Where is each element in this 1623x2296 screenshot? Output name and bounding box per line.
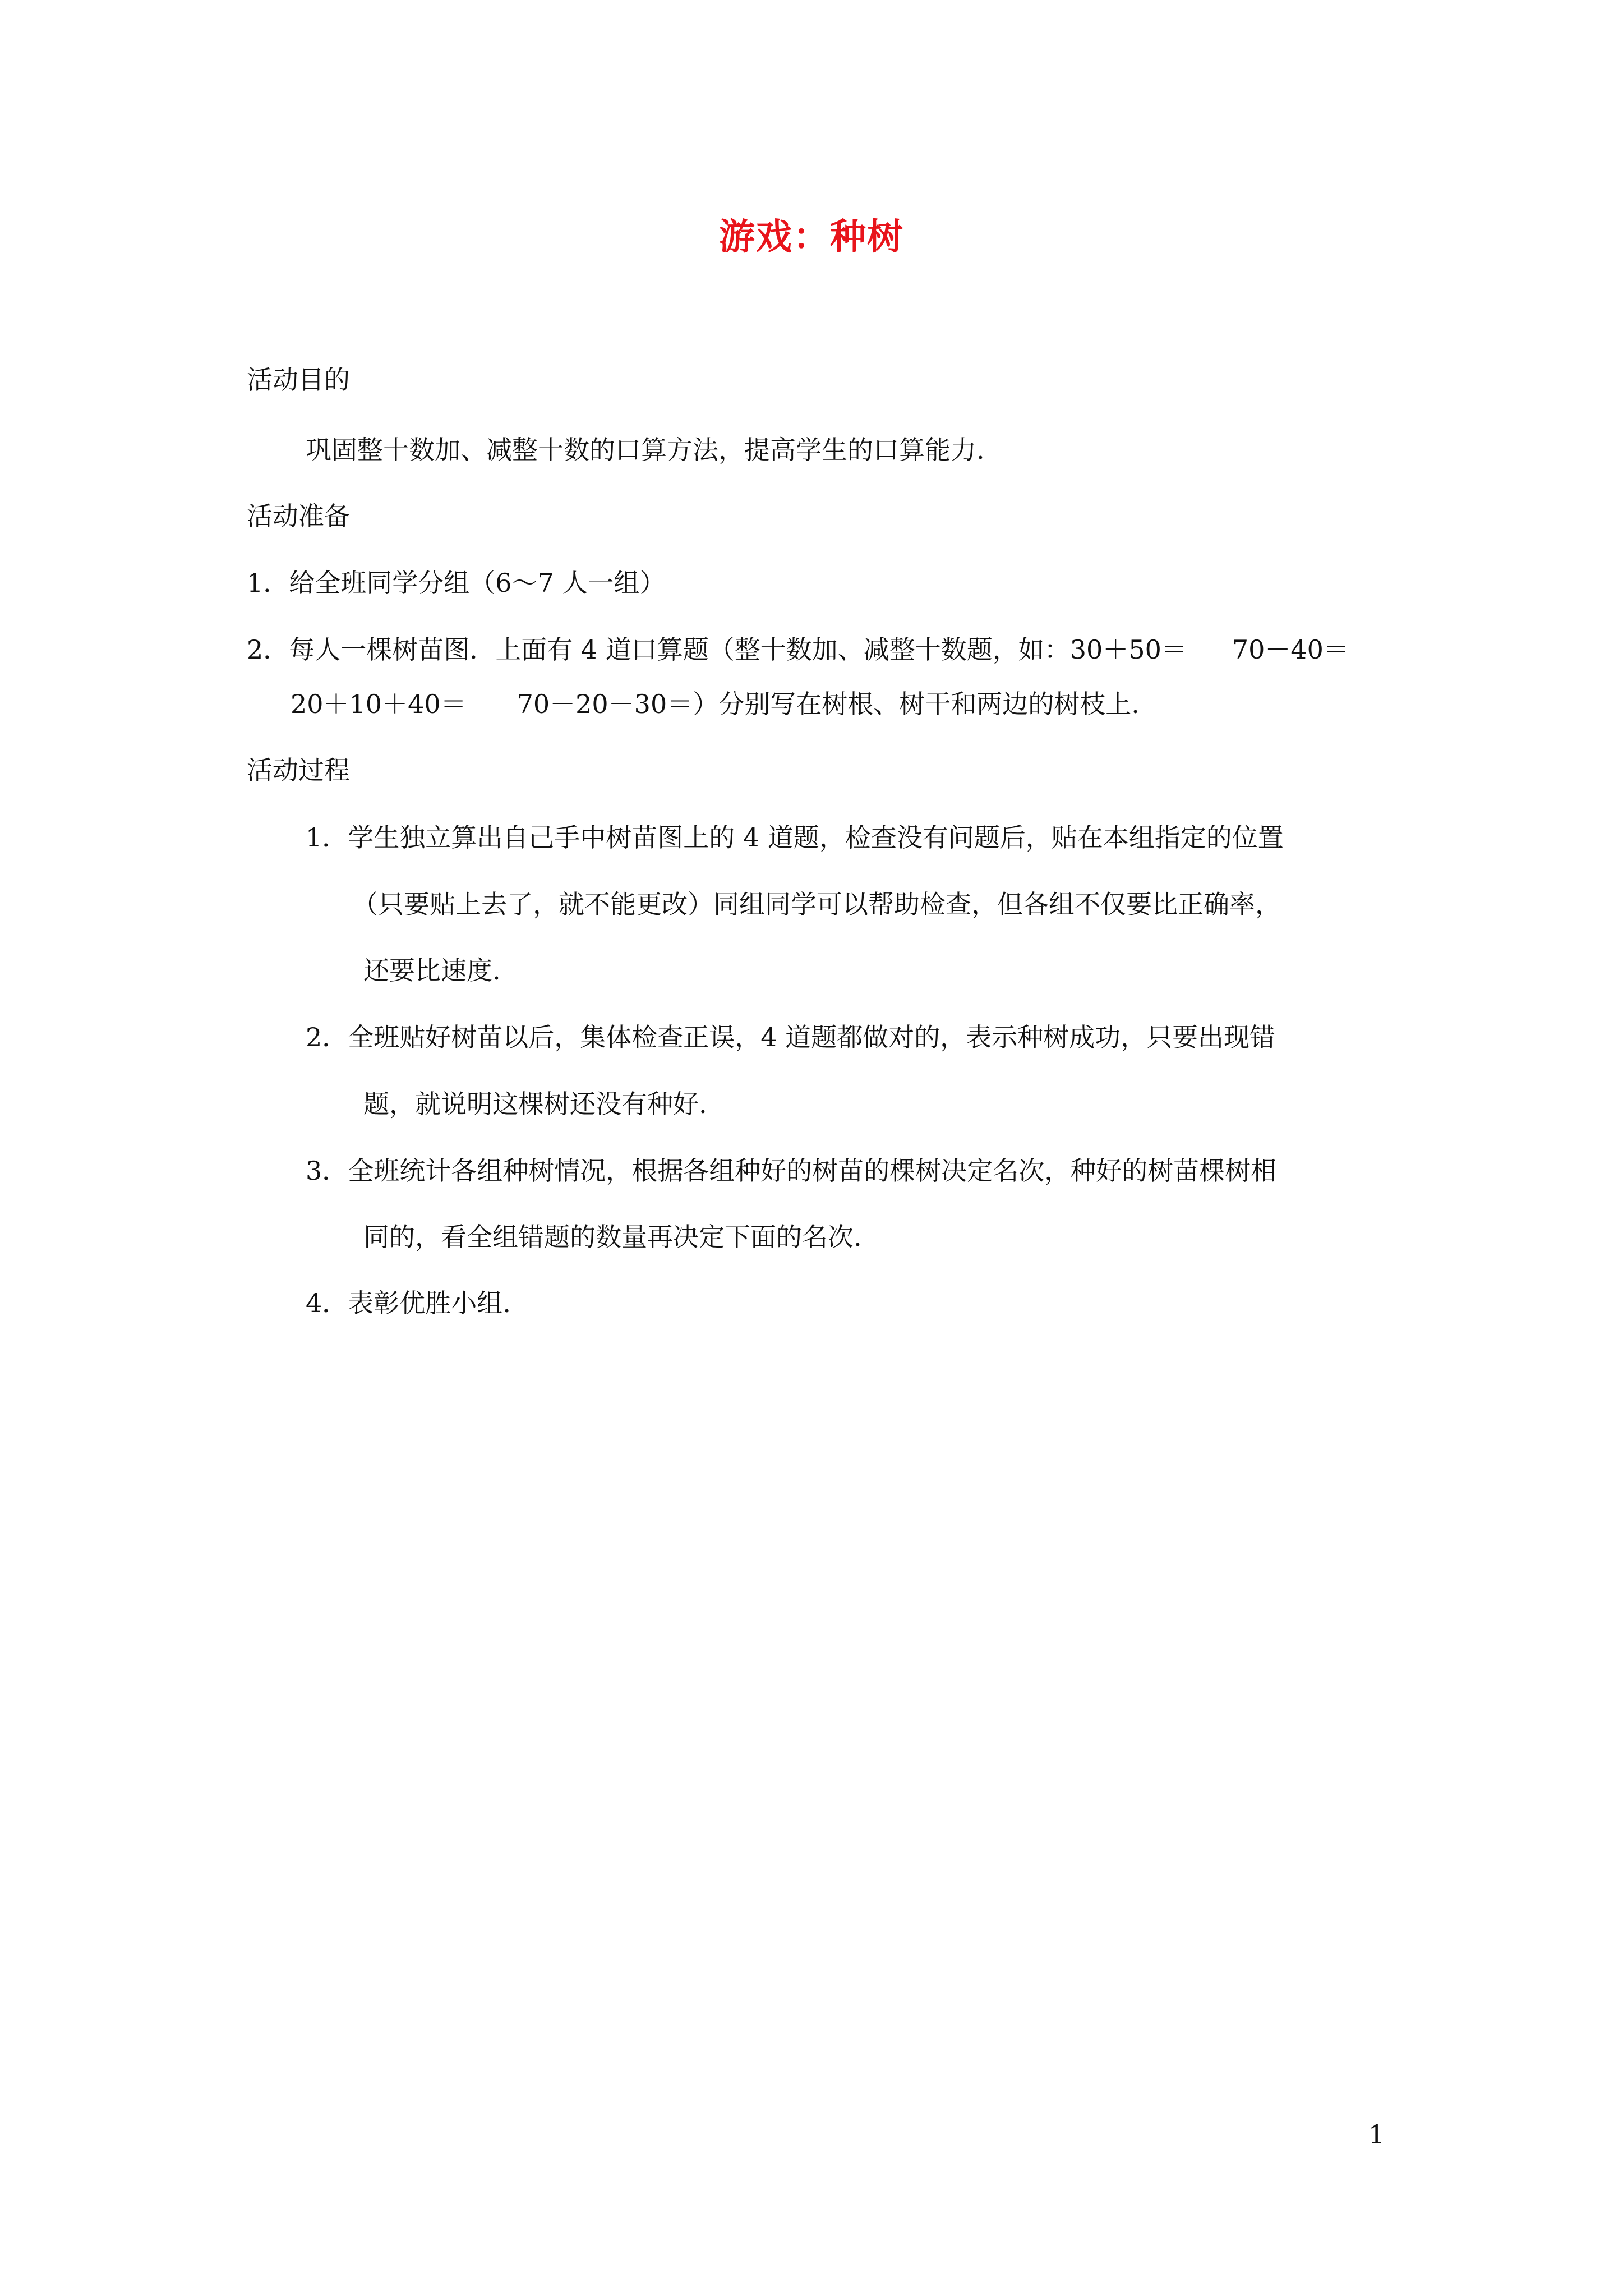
prep-item-1: 1．给全班同学分组（6～7 人一组） xyxy=(247,568,666,598)
prep-item-2-line-1 xyxy=(247,630,1349,669)
prep-item-2-equation-2: 20＋10＋40＝ xyxy=(291,689,467,719)
goal-paragraph: 巩固整十数加、减整十数的口算方法，提高学生的口算能力. xyxy=(306,435,985,465)
document-title: 游戏：种树 xyxy=(719,216,904,258)
section-heading-goal: 活动目的 xyxy=(247,365,350,395)
section-heading-prep: 活动准备 xyxy=(247,501,350,531)
page-number: 1 xyxy=(1368,2119,1385,2150)
process-item-4: 4．表彰优胜小组. xyxy=(306,1288,511,1318)
process-item-2-line-2: 题，就说明这棵树还没有种好. xyxy=(363,1089,707,1119)
process-item-1-line-2: （只要贴上去了，就不能更改）同组同学可以帮助检查，但各组不仅要比正确率， xyxy=(352,889,1281,919)
prep-item-2-equation: 70－40＝ xyxy=(1232,634,1349,665)
process-item-1-line-1: 1．学生独立算出自己手中树苗图上的 4 道题，检查没有问题后，贴在本组指定的位置 xyxy=(306,822,1284,853)
process-item-3-line-1: 3．全班统计各组种树情况，根据各组种好的树苗的棵树决定名次，种好的树苗棵树相 xyxy=(306,1156,1277,1186)
process-item-2-line-1: 2．全班贴好树苗以后，集体检查正误，4 道题都做对的，表示种树成功，只要出现错 xyxy=(306,1022,1276,1052)
prep-item-2-text-2: 70－20－30＝）分别写在树根、树干和两边的树枝上. xyxy=(517,689,1140,719)
prep-item-2-line-2 xyxy=(291,684,1140,724)
section-heading-process: 活动过程 xyxy=(247,755,350,785)
prep-item-2-text: 2．每人一棵树苗图．上面有 4 道口算题（整十数加、减整十数题，如：30＋50＝ xyxy=(247,634,1187,665)
process-item-3-line-2: 同的，看全组错题的数量再决定下面的名次. xyxy=(363,1222,862,1252)
process-item-1-line-3: 还要比速度. xyxy=(363,955,501,986)
